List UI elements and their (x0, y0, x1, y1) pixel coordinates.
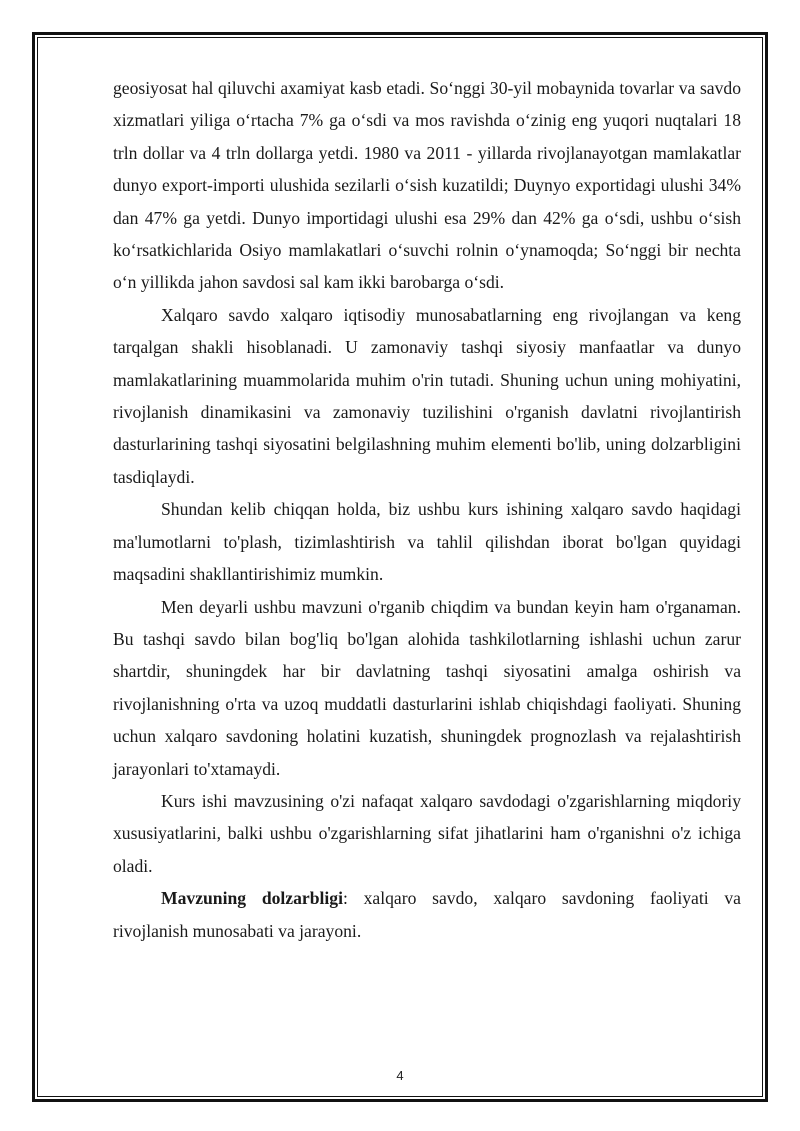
paragraph-topic-relevance (113, 882, 741, 947)
paragraph-geopolitics-trade-growth: geosiyosat hal qiluvchi axamiyat kasb etadi. So‘nggi 30-yil mobaynida tovarlar va savdo xizmatlari yiliga o‘rtacha 7% ga o‘sdi va mos ravishda o‘zinig eng yuqori nuqtalari 18 trln dollar va 4 trln dollarga yetdi. 1980 va 2011 - yillarda rivojlanayotgan mamlakatlar dunyo export-importi ulushida sezilarli o‘sish kuzatildi; Duynyo exportidagi ulushi 34% dan 47% ga yetdi. Dunyo importidagi ulushi esa 29% dan 42% ga o‘sdi, ushbu o‘sish ko‘rsatkichlarida Osiyo mamlakatlari o‘suvchi rolnin o‘ynamoqda; So‘nggi bir nechta o‘n yillikda jahon savdosi sal kam ikki barobarga o‘sdi. (113, 78, 741, 293)
paragraph-international-trade-definition: Xalqaro savdo xalqaro iqtisodiy munosabatlarning eng rivojlangan va keng tarqalgan shakli hisoblanadi. U zamonaviy tashqi siyosiy manfaatlar va dunyo mamlakatlarining muammolarida muhim o'rin tutadi. Shuning uchun uning mohiyatini, rivojlanish dinamikasini va zamonaviy tuzilishini o'rganish davlatni rivojlantirish dasturlarining tashqi siyosatini belgilashning muhim elementi bo'lib, uning dolzarbligini tasdiqlaydi. (113, 304, 741, 487)
relevance-text: : xalqaro savdo, xalqaro savdoning faoliyati va rivojlanish munosabati va jarayoni. (113, 888, 741, 941)
paragraph-study-motivation: Men deyarli ushbu mavzuni o'rganib chiqdim va bundan keyin ham o'rganaman. Bu tashqi savdo bilan bog'liq bo'lgan alohida tashkilotlarning ishlashi uchun zarur shartdir, shuningdek har bir davlatning tashqi siyosatini amalga oshirish va rivojlanishning o'rta va uzoq muddatli dasturlarini ishlab chiqishdagi faoliyati. Shuning uchun xalqaro savdoning holatini kuzatish, shuningdek prognozlash va rejalashtirish jarayonlari to'xtamaydi. (113, 596, 741, 779)
page-number: 4 (396, 1068, 404, 1083)
paragraph-topic-scope: Kurs ishi mavzusining o'zi nafaqat xalqaro savdodagi o'zgarishlarning miqdoriy xususiyatlarini, balki ushbu o'zgarishlarning sifat jihatlarini ham o'rganishni o'z ichiga oladi. (113, 790, 741, 876)
document-body (113, 72, 741, 947)
relevance-heading: Mavzuning dolzarbligi (161, 888, 343, 909)
paragraph-course-goal: Shundan kelib chiqqan holda, biz ushbu kurs ishining xalqaro savdo haqidagi ma'lumotlarni to'plash, tizimlashtirish va tahlil qilishdan iborat bo'lgan quyidagi maqsadini shakllantirishimiz mumkin. (113, 499, 741, 585)
